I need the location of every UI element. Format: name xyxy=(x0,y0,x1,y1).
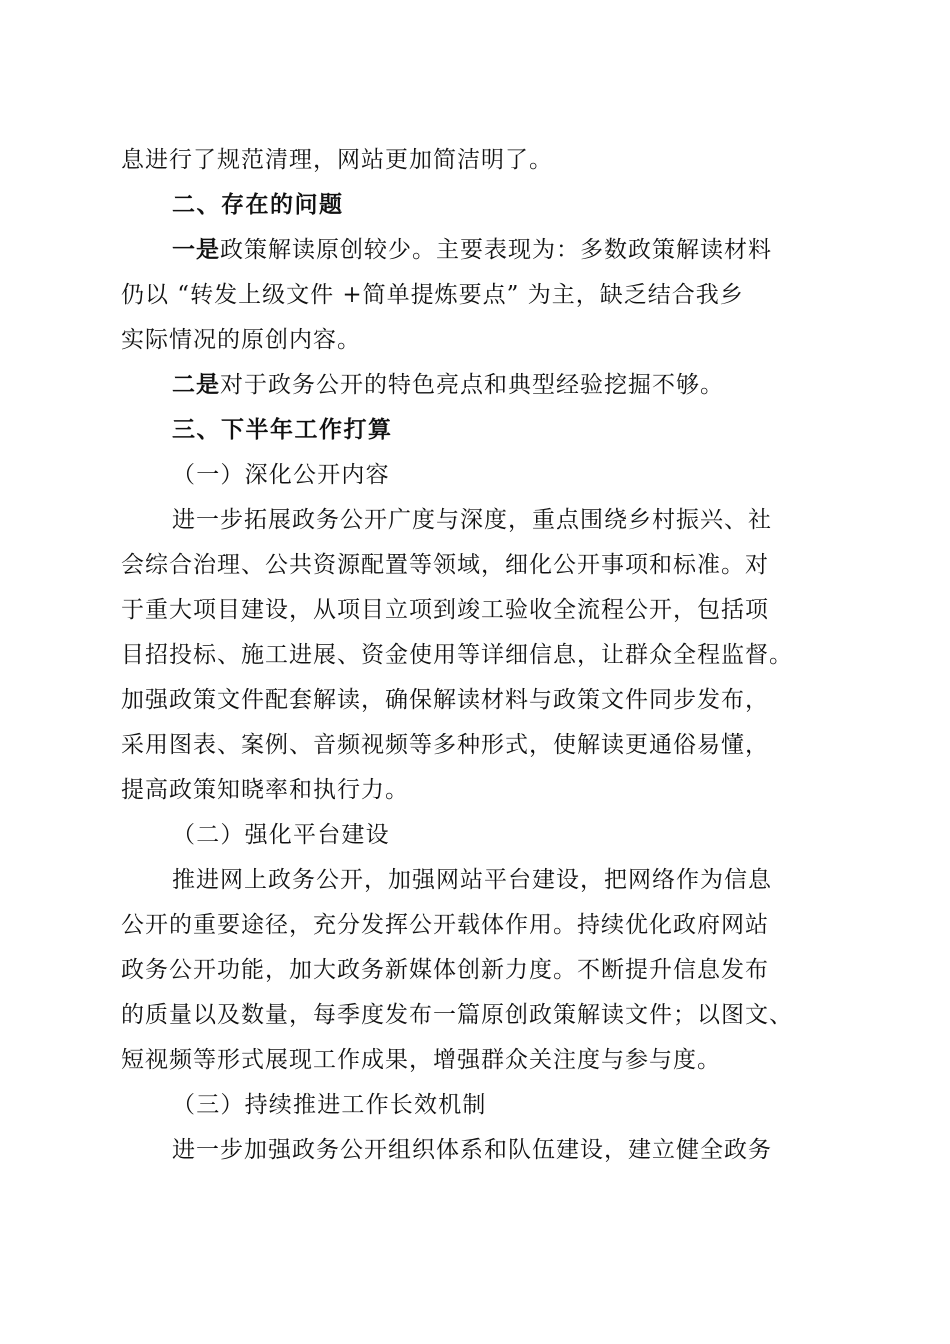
text-run: 会综合治理、公共资源配置等领域，细化公开事项和标准。对 xyxy=(121,552,769,578)
text-run: 实际情况的原创内容。 xyxy=(121,327,361,353)
subsection-heading xyxy=(0,453,950,497)
paragraph-line xyxy=(0,588,950,632)
paragraph-line xyxy=(0,633,950,677)
lead-emphasis: 二是 xyxy=(172,372,220,398)
text-run: 仍以 “转发上级文件 +简单提炼要点” 为主，缺乏结合我乡 xyxy=(121,282,744,308)
subsection-heading xyxy=(0,813,950,857)
subheading-text: （三）持续推进工作长效机制 xyxy=(172,1092,487,1118)
paragraph-line xyxy=(0,993,950,1037)
paragraph-line xyxy=(0,1038,950,1082)
paragraph-line xyxy=(0,138,950,182)
paragraph-line xyxy=(0,273,950,317)
text-run: 提高政策知晓率和执行力。 xyxy=(121,777,409,803)
text-run: 推进网上政务公开，加强网站平台建设，把网络作为信息 xyxy=(172,867,772,893)
paragraph-line xyxy=(0,1128,950,1172)
paragraph-line xyxy=(0,948,950,992)
subheading-text: （一）深化公开内容 xyxy=(172,462,390,488)
text-run: 政策解读原创较少。主要表现为：多数政策解读材料 xyxy=(220,237,772,263)
subheading-text: （二）强化平台建设 xyxy=(172,822,390,848)
subsection-heading xyxy=(0,1083,950,1127)
heading-text: 二、存在的问题 xyxy=(172,192,344,218)
section-heading-plan xyxy=(0,408,950,452)
text-run: 公开的重要途径，充分发挥公开载体作用。持续优化政府网站 xyxy=(121,912,769,938)
paragraph-line xyxy=(0,318,950,362)
text-run: 息进行了规范清理，网站更加简洁明了。 xyxy=(121,147,553,173)
text-run: 对于政务公开的特色亮点和典型经验挖掘不够。 xyxy=(220,372,724,398)
text-run: 于重大项目建设，从项目立项到竣工验收全流程公开，包括项 xyxy=(121,597,769,623)
text-run: 目招投标、施工进展、资金使用等详细信息，让群众全程监督。 xyxy=(121,642,793,668)
text-run: 进一步拓展政务公开广度与深度，重点围绕乡村振兴、社 xyxy=(172,507,772,533)
heading-text: 三、下半年工作打算 xyxy=(172,417,393,443)
paragraph-line xyxy=(0,723,950,767)
text-run: 进一步加强政务公开组织体系和队伍建设，建立健全政务 xyxy=(172,1137,772,1163)
paragraph-line xyxy=(0,543,950,587)
paragraph-line xyxy=(0,363,950,407)
paragraph-line xyxy=(0,858,950,902)
paragraph-line xyxy=(0,903,950,947)
text-run: 采用图表、案例、音频视频等多种形式，使解读更通俗易懂， xyxy=(121,732,769,758)
paragraph-line xyxy=(0,678,950,722)
paragraph-line xyxy=(0,228,950,272)
lead-emphasis: 一是 xyxy=(172,237,220,263)
section-heading-problems xyxy=(0,183,950,227)
text-run: 加强政策文件配套解读，确保解读材料与政策文件同步发布， xyxy=(121,687,769,713)
paragraph-line xyxy=(0,768,950,812)
text-run: 政务公开功能，加大政务新媒体创新力度。不断提升信息发布 xyxy=(121,957,769,983)
paragraph-line xyxy=(0,498,950,542)
text-run: 短视频等形式展现工作成果，增强群众关注度与参与度。 xyxy=(121,1047,721,1073)
text-run: 的质量以及数量，每季度发布一篇原创政策解读文件；以图文、 xyxy=(121,1002,793,1028)
